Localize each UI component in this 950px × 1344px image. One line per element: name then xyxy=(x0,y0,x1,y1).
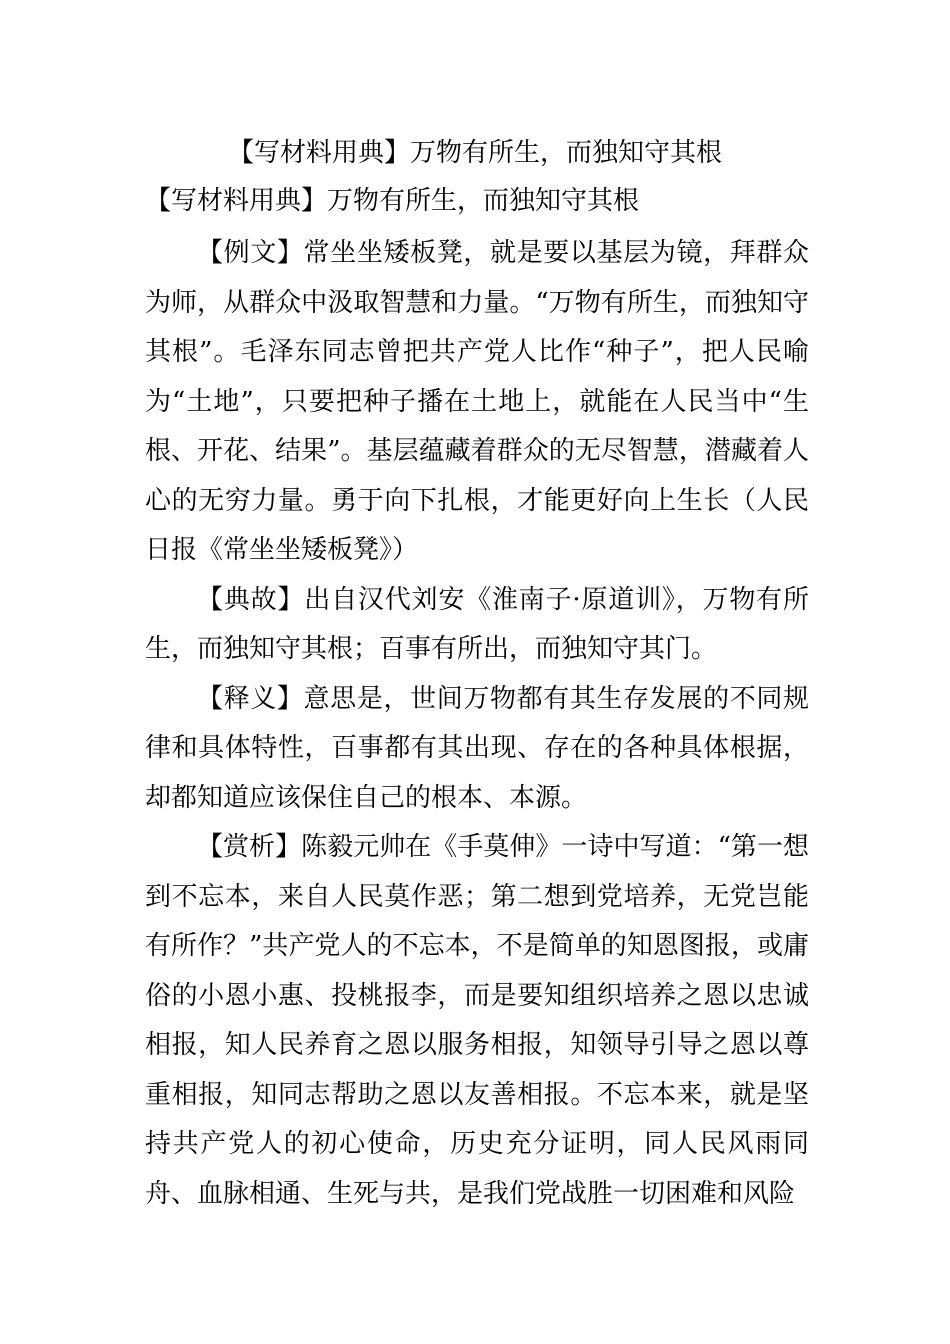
document-subtitle: 【写材料用典】万物有所生，而独知守其根 xyxy=(145,186,640,216)
document-body xyxy=(145,229,809,1219)
paragraph-meaning: 【释义】意思是，世间万物都有其生存发展的不同规律和具体特性，百事都有其出现、存在的各种具体根据，却都知道应该保住自己的根本、本源。 xyxy=(145,683,809,813)
document-title: 【写材料用典】万物有所生，而独知守其根 xyxy=(227,138,722,168)
paragraph-example: 【例文】常坐坐矮板凳，就是要以基层为镜，拜群众为师，从群众中汲取智慧和力量。“万物有所生，而独知守其根”。毛泽东同志曾把共产党人比作“种子”，把人民喻为“土地”，只要把种子播在土地上，就能在人民当中“生根、开花、结果”。基层蕴藏着群众的无尽智慧，潜藏着人心的无穷力量。勇于向下扎根，才能更好向上生长（人民日报《常坐坐矮板凳》） xyxy=(145,238,809,565)
paragraph-appreciation: 【赏析】陈毅元帅在《手莫伸》一诗中写道：“第一想到不忘本，来自人民莫作恶；第二想到党培养，无党岂能有所作？”共产党人的不忘本，不是简单的知恩图报，或庸俗的小恩小惠、投桃报李，而是要知组织培养之恩以忠诚相报，知人民养育之恩以服务相报，知领导引导之恩以尊重相报，知同志帮助之恩以友善相报。不忘本来，就是坚持共产党人的初心使命，历史充分证明，同人民风雨同舟、血脉相通、生死与共，是我们党战胜一切困难和风险 xyxy=(145,832,809,1209)
paragraph-allusion: 【典故】出自汉代刘安《淮南子·原道训》，万物有所生，而独知守其根；百事有所出，而独知守其门。 xyxy=(145,584,809,664)
